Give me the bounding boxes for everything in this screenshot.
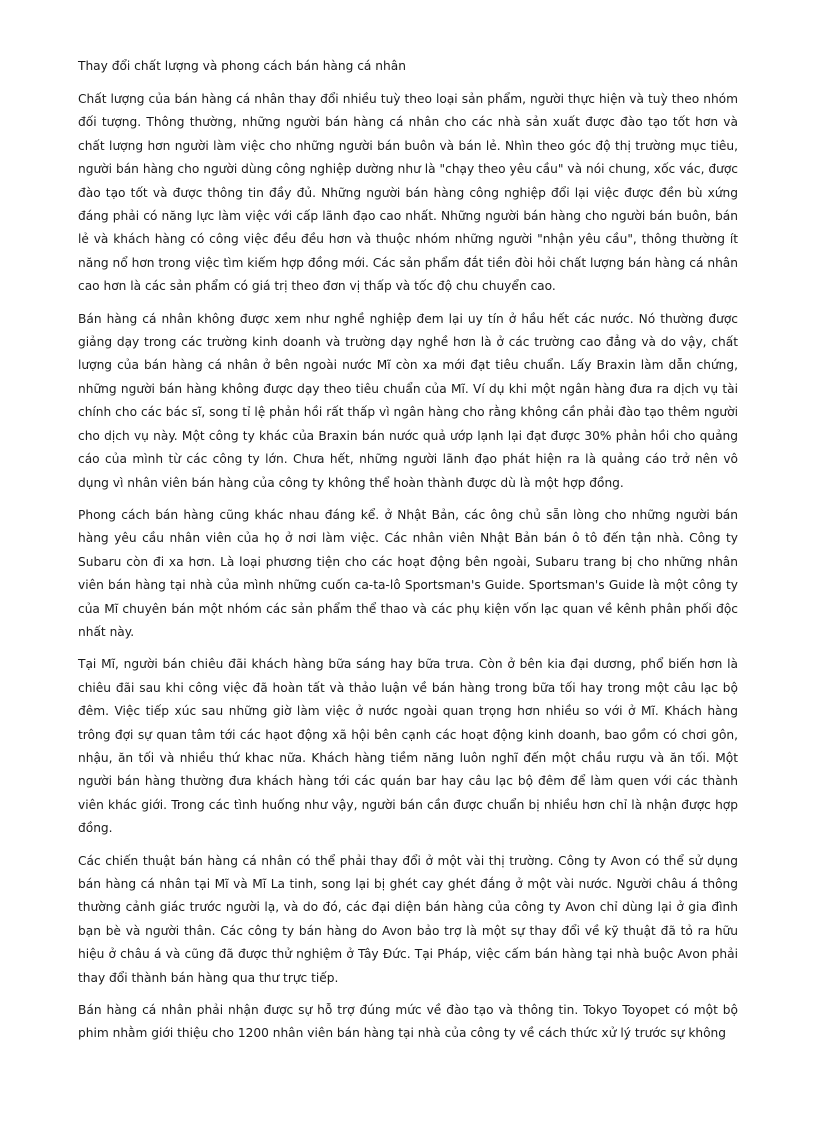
paragraph-training: Bán hàng cá nhân phải nhận được sự hỗ trợ đúng mức về đào tạo và thông tin. Tokyo Toyopet có một bộ phim nhằm giới thiệu cho 1200 nhân viên bán hàng tại nhà của công ty về cách thức xử lý trước sự không (78, 1003, 738, 1041)
paragraph-quality: Chất lượng của bán hàng cá nhân thay đổi nhiều tuỳ theo loại sản phẩm, người thực hiện và tuỳ theo nhóm đối tượng. Thông thường, những người bán hàng cá nhân cho các nhà sản xuất được đào tạo tốt hơn và chất lượng hơn người làm việc cho những người bán buôn và bán lẻ. Nhìn theo góc độ thị trường mục tiêu, người bán hàng cho người dùng công nghiệp dường như là "chạy theo yêu cầu" và nói chung, xốc vác, được đào tạo tốt và được thông tin đầy đủ. Những người bán hàng công nghiệp đổi lại việc được đền bù xứng đáng phải có năng lực làm việc với cấp lãnh đạo cao nhất. Những người bán hàng cho người bán buôn, bán lẻ và khách hàng có công việc đều đều hơn và thuộc nhóm những người "nhận yêu cầu", thông thường ít năng nổ hơn trong việc tìm kiếm hợp đồng mới. Các sản phẩm đắt tiền đòi hỏi chất lượng bán hàng cá nhân cao hơn là các sản phẩm có giá trị theo đơn vị thấp và tốc độ chu chuyển cao. (78, 92, 738, 294)
document-page (78, 56, 738, 1055)
paragraph-entertainment: Tại Mĩ, người bán chiêu đãi khách hàng bữa sáng hay bữa trưa. Còn ở bên kia đại dương, phổ biến hơn là chiêu đãi sau khi công việc đã hoàn tất và thảo luận về bán hàng trong bữa tối hay trong một câu lạc bộ đêm. Việc tiếp xúc sau những giờ làm việc ở nước ngoài quan trọng hơn nhiều so với ở Mĩ. Khách hàng trông đợi sự quan tâm tới các hạot động xã hội bên cạnh các hoạt động kinh doanh, bao gồm có chơi gôn, nhậu, ăn tối và nhiều thứ khac nữa. Khách hàng tiềm năng luôn nghĩ đến một chầu rượu và ăn tối. Một người bán hàng thường đưa khách hàng tới các quán bar hay câu lạc bộ đêm để làm quen với các thành viên khác giới. Trong các tình huống như vậy, người bán cần được chuẩn bị nhiều hơn chỉ là nhận được hợp đồng. (78, 657, 738, 836)
paragraph-tactics: Các chiến thuật bán hàng cá nhân có thể phải thay đổi ở một vài thị trường. Công ty Avon có thể sử dụng bán hàng cá nhân tại Mĩ và Mĩ La tinh, song lại bị ghét cay ghét đắng ở một vài nước. Người châu á thông thường cảnh giác trước người lạ, và do đó, các đại diện bán hàng của công ty Avon chỉ dùng lại ở gia đình bạn bè và người thân. Các công ty bán hàng do Avon bảo trợ là một sự thay đổi về kỹ thuật đã tỏ ra hữu hiệu ở châu á và cũng đã được thử nghiệm ở Tây Đức. Tại Pháp, việc cấm bán hàng tại nhà buộc Avon phải thay đổi thành bán hàng qua thư trực tiếp. (78, 853, 738, 985)
document-title: Thay đổi chất lượng và phong cách bán hàng cá nhân (78, 59, 406, 73)
paragraph-prestige: Bán hàng cá nhân không được xem như nghề nghiệp đem lại uy tín ở hầu hết các nước. Nó thường được giảng dạy trong các trường kinh doanh và trường dạy nghề hơn là ở các trường cao đẳng và do vậy, chất lượng của bán hàng cá nhân ở bên ngoài nước Mĩ còn xa mới đạt tiêu chuẩn. Lấy Braxin làm dẫn chứng, những người bán hàng không được dạy theo tiêu chuẩn của Mĩ. Ví dụ khi một ngân hàng đưa ra dịch vụ tài chính cho các bác sĩ, song tỉ lệ phản hồi rất thấp vì ngân hàng cho rằng không cần phải đào tạo thêm người cho dịch vụ này. Một công ty khác của Braxin bán nước quả ướp lạnh lại đạt được 30% phản hồi cho quảng cáo của mình từ các công ty lớn. Chưa hết, những người lãnh đạo phát hiện ra là quảng cáo trở nên vô dụng vì nhân viên bán hàng của công ty không thể hoàn thành được dù là một hợp đồng. (78, 311, 738, 490)
paragraph-style: Phong cách bán hàng cũng khác nhau đáng kể. ở Nhật Bản, các ông chủ sẵn lòng cho những người bán hàng yêu cầu nhân viên của họ ở nơi làm việc. Các nhân viên Nhật Bản bán ô tô đến tận nhà. Công ty Subaru còn đi xa hơn. Là loại phương tiện cho các hoạt động bên ngoài, Subaru trang bị cho những nhân viên bán hàng tại nhà của mình những cuốn ca-ta-lô Sportsman's Guide. Sportsman's Guide là một công ty của Mĩ chuyên bán một nhóm các sản phẩm thể thao và các phụ kiện vốn lạc quan về kênh phân phối độc nhất này. (78, 507, 738, 639)
